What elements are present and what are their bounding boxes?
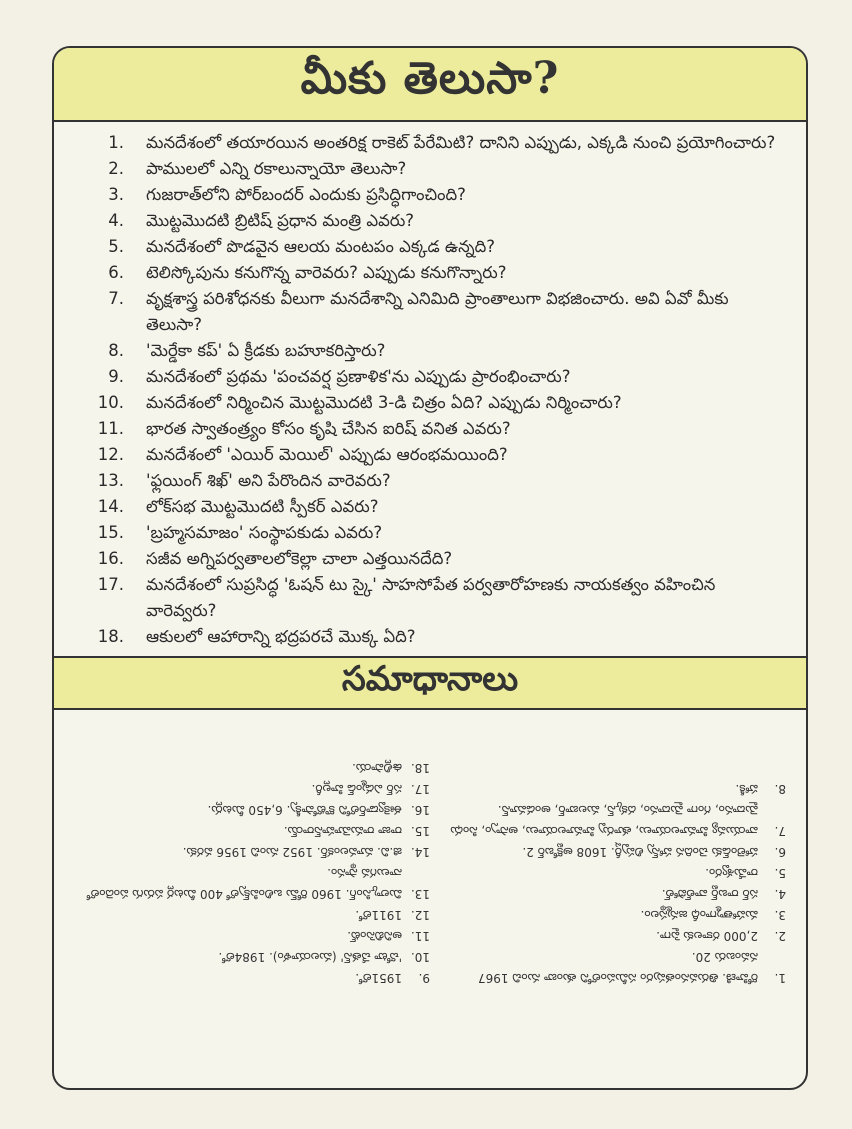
answer-item [74,757,430,778]
question-item [54,468,806,494]
answer-text: వాయువ్య హిమాలయాలు, తూర్పు హిమాలయాలు, అస్సాం, సింధు మైదానం, గంగా మైదానం, దక్కన్, మలబార్, అండమాన్. [450,803,758,838]
question-text: పాములలో ఎన్ని రకాలున్నాయో తెలుసా? [146,159,407,178]
quiz-frame [52,46,808,1090]
answers-upside-down [54,710,806,1000]
answer-item [74,820,430,841]
answer-item [74,967,430,988]
question-list [54,122,806,650]
answer-item [74,778,430,799]
answer-number: 2. [774,929,786,943]
question-number: 9. [108,367,124,386]
question-number: 16. [97,549,124,568]
question-item [54,416,806,442]
answer-text: 2,000 రకాలకు పైగా. [656,929,758,943]
question-text: 'మెర్డేకా కప్' ఏ క్రీడకు బహూకరిస్తారు? [146,341,386,360]
answers-band [54,656,806,710]
answer-number: 17. [410,782,430,796]
answers-column-right [74,722,430,988]
question-number: 4. [108,211,124,230]
title-band [54,48,806,122]
answer-item [74,799,430,820]
answer-text: 1911లో. [355,908,402,922]
answer-number: 11. [410,929,430,943]
answer-number: 14. [410,845,430,859]
question-number: 1. [108,133,124,152]
answer-text: అనిబిసెంట్. [347,929,402,943]
question-text: మనదేశంలో తయారయిన అంతరిక్ష రాకెట్ పేరేమిటి? దానిని ఎప్పుడు, ఎక్కడి నుంచి ప్రయోగించారు? [146,133,776,152]
answer-text: మహాత్మాగాంధీ జన్మస్థలం. [640,908,758,922]
answer-number: 8. [774,782,786,796]
question-number: 11. [97,419,124,438]
question-text: సజీవ అగ్నిపర్వతాలలోకెల్లా చాలా ఎత్తయినదేది? [146,549,453,568]
answer-item [74,841,430,862]
answer-item [74,862,430,904]
answer-item [430,841,786,862]
page-title: మీకు తెలుసా? [300,53,560,104]
answer-number: 3. [774,908,786,922]
question-text: గుజరాత్‌లోని పోర్‌బందర్ ఎందుకు ప్రసిద్ధిగాంచింది? [146,185,466,204]
answer-text: సర్ రాబర్ట్ వాల్‌పోల్. [661,887,758,901]
question-text: లోక్‌సభ మొట్టమొదటి స్పీకర్ ఎవరు? [146,497,379,516]
question-number: 8. [108,341,124,360]
answer-text: 'చోటా చేతన్' (మలయాళం). 1984లో. [218,950,402,964]
question-number: 18. [97,627,124,646]
question-item [54,208,806,234]
question-number: 5. [108,237,124,256]
answer-number: 18. [410,761,430,775]
question-item [54,390,806,416]
question-text: మొట్టమొదటి బ్రిటిష్ ప్రధాన మంత్రి ఎవరు? [146,211,415,230]
question-item [54,130,806,156]
answer-item [430,778,786,799]
question-text: మనదేశంలో నిర్మించిన మొట్టమొదటి 3-డి చిత్రం ఏది? ఎప్పుడు నిర్మించారు? [146,393,622,412]
answer-item [430,862,786,883]
question-item [54,156,806,182]
answer-item [74,904,430,925]
question-number: 13. [97,471,124,490]
answer-number: 12. [410,908,430,922]
answer-number: 6. [774,845,786,859]
question-item [54,572,806,624]
answers-title: సమాధానాలు [341,659,519,699]
question-text: మనదేశంలో సుప్రసిద్ధ 'ఓషన్ టు స్కై' సాహసోపేత పర్వతారోహణకు నాయకత్వం వహించిన వారెవ్వరు? [146,575,716,620]
answer-number: 5. [774,866,786,880]
question-text: వృక్షశాస్త్ర పరిశోధనకు వీలుగా మనదేశాన్ని ఎనిమిది ప్రాంతాలుగా విభజించారు. అవి ఏవో మీకు తెలుసా? [146,289,729,334]
answer-text: మిల్కాసింగ్. 1960 రోమ్ ఒలింపిక్స్‌లో 400 మీటర్ల పరుగు పందెంలో నాలుగవ స్థానం. [86,866,402,901]
answer-item [74,925,430,946]
answer-text: జి.వి. మావలంకర్. 1952 నుంచి 1956 వరకు. [182,845,402,859]
answer-number: 4. [774,887,786,901]
question-number: 6. [108,263,124,282]
answer-text: రాజా రామమోహన్‌రాయ్. [283,824,402,838]
question-text: భారత స్వాతంత్ర్యం కోసం కృషి చేసిన ఐరిష్ వనిత ఎవరు? [146,419,511,438]
question-item [54,442,806,468]
answer-item [430,925,786,946]
answer-text: ఈక్వెడార్‌లోని కొటోపాక్సీ. 6,450 మీటర్లు. [207,803,402,817]
answer-item [430,946,786,988]
question-number: 12. [97,445,124,464]
question-item [54,546,806,572]
question-item [54,286,806,338]
question-item [54,520,806,546]
answer-number: 15. [410,824,430,838]
answer-number: 13. [410,887,430,901]
answer-text: సర్ ఎడ్మండ్ హిల్లరీ. [311,782,402,796]
answer-item [74,946,430,967]
answer-text: రామేశ్వరం. [705,866,758,880]
answer-number: 7. [774,824,786,838]
answer-item [430,799,786,841]
question-item [54,260,806,286]
answer-text: 1951లో. [355,971,402,985]
question-text: మనదేశంలో 'ఎయిర్ మెయిల్' ఎప్పుడు ఆరంభమయింది? [146,445,508,464]
question-number: 10. [97,393,124,412]
question-text: టెలిస్కోపును కనుగొన్న వారెవరు? ఎప్పుడు కనుగొన్నారు? [146,263,507,282]
question-number: 14. [97,497,124,516]
question-text: 'ఫ్లయింగ్ శిఖ్' అని పేరొందిన వారెవరు? [146,471,391,490]
answer-text: హాలెండ్‌కు చెందిన హాన్స్ లిప్పర్షీ. 1608 అక్టోబర్ 2. [522,845,758,859]
answer-text: ఉల్లిపాయ. [352,761,402,775]
question-item [54,494,806,520]
question-number: 15. [97,523,124,542]
answer-text: హాకీ. [735,782,758,796]
answer-item [430,883,786,904]
question-number: 3. [108,185,124,204]
question-item [54,182,806,208]
question-text: 'బ్రహ్మసమాజం' సంస్థాపకుడు ఎవరు? [146,523,383,542]
question-number: 7. [108,289,124,308]
question-text: మనదేశంలో పొడవైన ఆలయ మంటపం ఎక్కడ ఉన్నది? [146,237,495,256]
answer-number: 16. [410,803,430,817]
question-item [54,624,806,650]
answer-item [430,904,786,925]
answer-text: రోహిణి. తిరువనంతపురం సమీపంలోని తుంబా నుంచి 1967 నవంబరు 20. [477,950,758,985]
question-item [54,234,806,260]
answer-number: 1. [774,971,786,985]
answer-number: 10. [410,950,430,964]
question-number: 2. [108,159,124,178]
question-text: మనదేశంలో ప్రథమ 'పంచవర్ష ప్రణాళిక'ను ఎప్పుడు ప్రారంభించారు? [146,367,571,386]
answer-number: 9. [418,971,430,985]
question-item [54,364,806,390]
question-item [54,338,806,364]
question-text: ఆకులలో ఆహారాన్ని భద్రపరచే మొక్క ఏది? [146,627,416,646]
question-number: 17. [97,575,124,594]
answers-column-left [430,722,786,988]
